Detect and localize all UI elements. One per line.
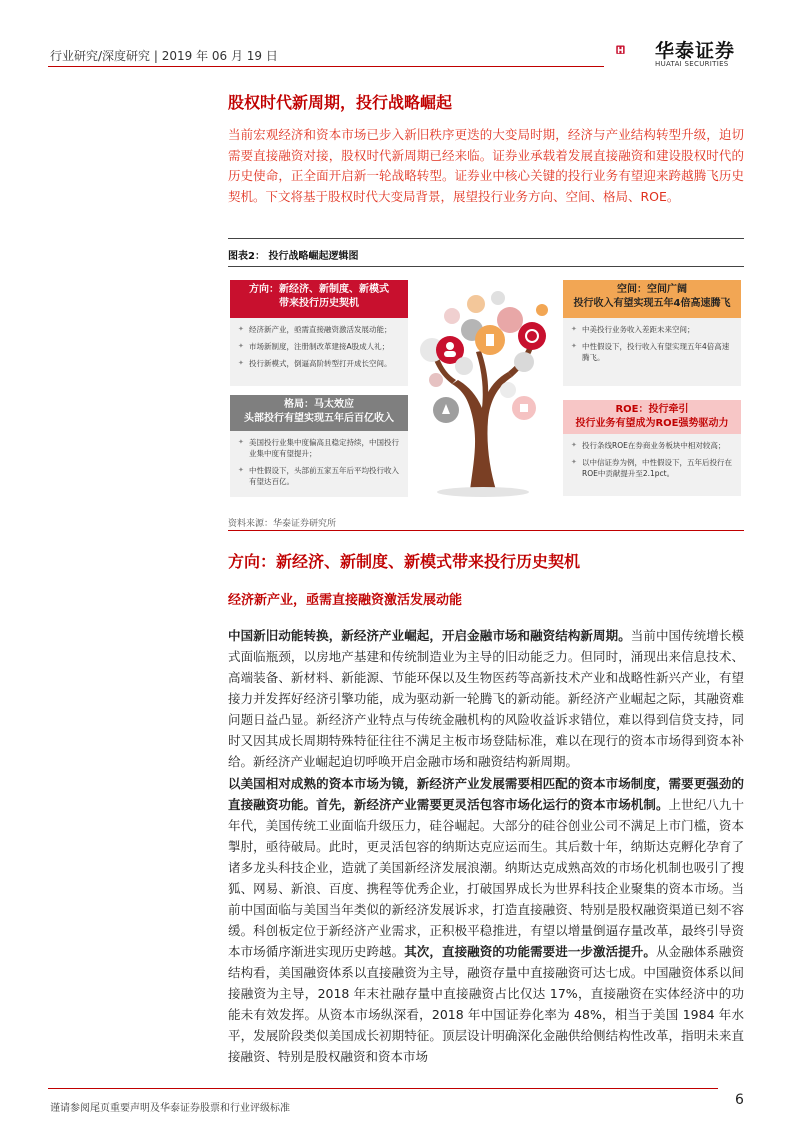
paragraph-2-text-1: 上世纪八九十年代，美国传统工业面临升级压力，硅谷崛起。大部分的硅谷创业公司不满足上市门槛，资本掣肘，亟待破局。此时，更灵活包容的纳斯达克应运而生。其后数十年，纳斯达克孵化孕育了诸多龙头科技企业，造就了美国新经济发展浪潮。纳斯达克成熟高效的市场化机制也吸引了搜狐、网易、新浪、百度、携程等优秀企业，打破国界成长为世界科技企业聚集的资本市场。当前中国面临与美国当年类似的新经济发展诉求，打造直接融资、特别是股权融资渠道已刻不容缓。科创板定位于新经济产业需求，正积极平稳推进，有望以增量倒逼存量改革，最终引导资本市场循序渐进实现历史跨越。	[228, 797, 744, 959]
roe-box-body	[563, 434, 741, 496]
logo-wordmark: 华泰证券	[655, 40, 736, 62]
footer-disclaimer: 谨请参阅尾页重要声明及华泰证券股票和行业评级标准	[50, 1103, 290, 1114]
space-title-line1: 空间：空间广阔	[617, 284, 687, 295]
roe-item: ✦ 以中信证券为例，中性假设下，五年后投行在ROE中贡献提升至2.1pct。	[571, 457, 733, 479]
huatai-logo-icon	[616, 32, 650, 68]
direction-item: ✦ 市场新制度，注册制改革建接A股成人礼；	[238, 341, 400, 352]
space-item: ✦ 中美投行业务收入差距未来空间；	[571, 324, 733, 335]
paragraph-2-emphasis: 其次，直接融资的功能需要进一步激活提升。	[404, 944, 656, 959]
figure-top-rule	[228, 238, 744, 239]
paragraph-2-lead: 以美国相对成熟的资本市场为镜，新经济产业发展需要相匹配的资本市场制度，需要更强劲的直接融资功能。首先，新经济产业需要更灵活包容市场化运行的资本市场机制。	[228, 776, 744, 812]
direction-item: ✦ 投行新模式，倒逼高阶转型打开成长空间。	[238, 358, 400, 369]
section-title: 股权时代新周期，投行战略崛起	[228, 93, 453, 112]
space-box-body	[563, 318, 741, 386]
logo-english-name: HUATAI SECURITIES	[655, 60, 729, 68]
pattern-title-line1: 格局：马太效应	[284, 399, 354, 410]
pattern-title-line2: 头部投行有望实现五年后百亿收入	[244, 413, 394, 424]
page-number: 6	[735, 1092, 744, 1108]
paragraph-2-text-2: 从金融体系融资结构看，美国融资体系以直接融资为主导，融资存量中直接融资可达七成。中国融资体系以间接融资为主导，2018 年末社融存量中直接融资占比仅达 17%，直接融资在实体经济中的功能未有效发挥。从资本市场纵深看，2018 年中国证券化率为 48%，相当于美国 1984 年水平，发展阶段类似美国成长初期特征。顶层设计明确深化金融供给侧结构性改革，指明未来直接融资、特别是股权融资和资本市场	[228, 944, 744, 1064]
figure-caption-rule	[228, 266, 744, 267]
intro-paragraph: 当前宏观经济和资本市场已步入新旧秩序更迭的大变局时期，经济与产业结构转型升级，迫切需要直接融资对接，股权时代新周期已经来临。证券业承载着发展直接融资和建设股权时代的历史使命，正全面开启新一轮战略转型。证券业中核心关键的投行业务有望迎来跨越腾飞历史契机。下文将基于股权时代大变局背景，展望投行业务方向、空间、格局、ROE。	[228, 127, 744, 204]
report-header: 行业研究/深度研究 | 2019 年 06 月 19 日	[50, 49, 278, 63]
space-box-header	[563, 280, 741, 318]
figure-source: 资料来源：华泰证券研究所	[228, 519, 337, 529]
figure-bottom-rule	[228, 530, 744, 531]
roe-title-line1: ROE：投行牵引	[615, 404, 689, 415]
direction-title-line1: 方向：新经济、新制度、新模式	[249, 284, 389, 295]
body-paragraph-2	[228, 773, 744, 1067]
pattern-item: ✦ 中性假设下，头部前五家五年后平均投行收入有望达百亿。	[238, 465, 400, 487]
pattern-box-body	[230, 431, 408, 497]
space-item: ✦ 中性假设下，投行收入有望实现五年4倍高速腾飞。	[571, 341, 733, 363]
direction-title-line2: 带来投行历史契机	[279, 298, 359, 309]
body-paragraph-1	[228, 625, 744, 772]
space-title-line2: 投行收入有望实现五年4倍高速腾飞	[573, 298, 731, 309]
direction-item: ✦ 经济新产业，亟需直接融资激活发展动能；	[238, 324, 400, 335]
figure-caption: 图表2： 投行战略崛起逻辑图	[228, 251, 359, 262]
roe-title-line2: 投行业务有望成为ROE强势驱动力	[575, 418, 729, 429]
header-divider	[48, 66, 604, 67]
pattern-item: ✦ 美国投行业集中度偏高且稳定持续，中国投行业集中度有望提升；	[238, 437, 400, 459]
roe-item: ✦ 投行条线ROE在券商业务板块中相对较高；	[571, 440, 733, 451]
footer-rule	[48, 1088, 718, 1089]
strategy-tree-illustration	[412, 280, 560, 502]
direction-box-body	[230, 318, 408, 386]
subsubsection-title: 经济新产业，亟需直接融资激活发展动能	[228, 593, 463, 608]
pattern-box-header	[230, 395, 408, 431]
roe-box-header	[563, 400, 741, 434]
subsection-title: 方向：新经济、新制度、新模式带来投行历史契机	[228, 552, 581, 571]
direction-box-header	[230, 280, 408, 318]
paragraph-1-lead: 中国新旧动能转换，新经济产业崛起，开启金融市场和融资结构新周期。	[228, 628, 631, 643]
paragraph-1-text: 当前中国传统增长模式面临瓶颈，以房地产基建和传统制造业为主导的旧动能乏力。但同时，涌现出来信息技术、高端装备、新材料、新能源、节能环保以及生物医药等高新技术产业和战略性新兴产业，有望接力并发挥好经济引擎功能，成为驱动新一轮腾飞的新动能。新经济产业崛起之际，其融资难问题日益凸显。新经济产业特点与传统金融机构的风险收益诉求错位，难以得到信贷支持，同时又因其成长周期特殊特征往往不满足主板市场登陆标准，难以在现行的资本市场得到资本补给。新经济产业崛起迫切呼唤开启金融市场和融资结构新周期。	[228, 628, 744, 769]
